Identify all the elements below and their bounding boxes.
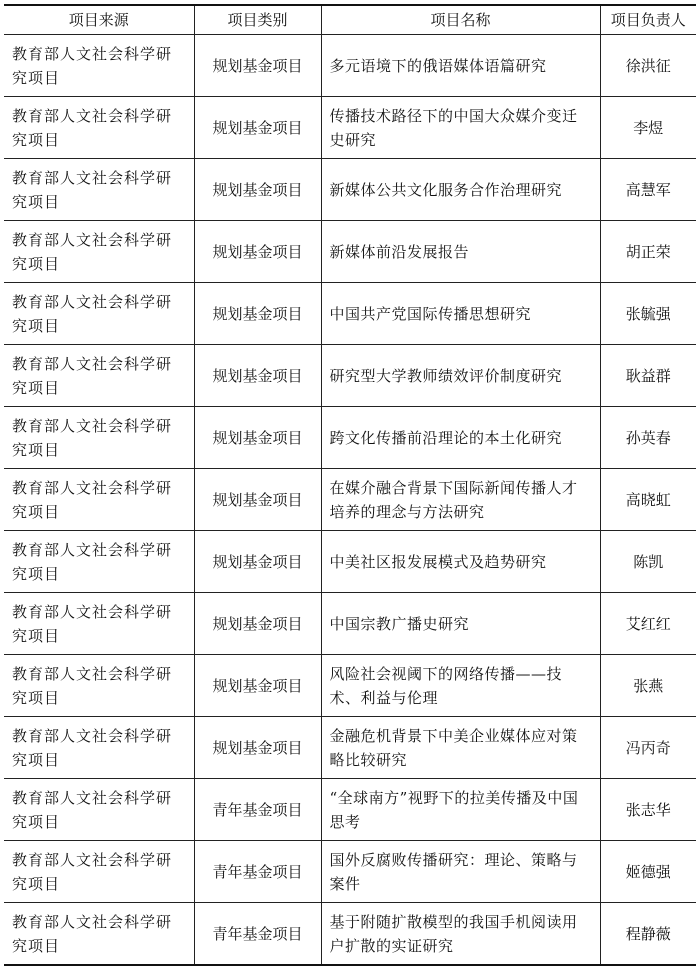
table-row [4, 903, 696, 966]
cell-project-leader: 冯丙奇 [600, 717, 696, 779]
cell-project-category: 规划基金项目 [194, 593, 321, 655]
project-table [4, 4, 696, 966]
cell-project-category: 规划基金项目 [194, 283, 321, 345]
table-row [4, 345, 696, 407]
table-row [4, 407, 696, 469]
cell-project-leader: 艾红红 [600, 593, 696, 655]
cell-project-category: 规划基金项目 [194, 717, 321, 779]
table-row [4, 593, 696, 655]
cell-project-leader: 胡正荣 [600, 221, 696, 283]
cell-project-category: 规划基金项目 [194, 655, 321, 717]
table-row [4, 717, 696, 779]
header-category: 项目类别 [194, 5, 321, 35]
table-row [4, 841, 696, 903]
cell-project-leader: 徐洪征 [600, 35, 696, 97]
cell-project-leader: 陈凯 [600, 531, 696, 593]
cell-project-leader: 高慧军 [600, 159, 696, 221]
table-row [4, 35, 696, 97]
cell-project-source: 教育部人文社会科学研究项目 [4, 841, 194, 903]
cell-project-leader: 李煜 [600, 97, 696, 159]
cell-project-source: 教育部人文社会科学研究项目 [4, 779, 194, 841]
header-leader: 项目负责人 [600, 5, 696, 35]
cell-project-source: 教育部人文社会科学研究项目 [4, 159, 194, 221]
cell-project-source: 教育部人文社会科学研究项目 [4, 655, 194, 717]
cell-project-leader: 姬德强 [600, 841, 696, 903]
cell-project-source: 教育部人文社会科学研究项目 [4, 283, 194, 345]
cell-project-name: 中美社区报发展模式及趋势研究 [321, 531, 600, 593]
table-row [4, 283, 696, 345]
cell-project-name: 新媒体前沿发展报告 [321, 221, 600, 283]
cell-project-category: 规划基金项目 [194, 221, 321, 283]
table-row [4, 159, 696, 221]
cell-project-source: 教育部人文社会科学研究项目 [4, 407, 194, 469]
cell-project-leader: 程静薇 [600, 903, 696, 966]
cell-project-name: “全球南方”视野下的拉美传播及中国思考 [321, 779, 600, 841]
cell-project-name: 跨文化传播前沿理论的本土化研究 [321, 407, 600, 469]
cell-project-source: 教育部人文社会科学研究项目 [4, 717, 194, 779]
cell-project-category: 规划基金项目 [194, 469, 321, 531]
cell-project-leader: 张燕 [600, 655, 696, 717]
cell-project-source: 教育部人文社会科学研究项目 [4, 531, 194, 593]
cell-project-category: 规划基金项目 [194, 531, 321, 593]
cell-project-name: 中国宗教广播史研究 [321, 593, 600, 655]
cell-project-category: 青年基金项目 [194, 841, 321, 903]
cell-project-source: 教育部人文社会科学研究项目 [4, 221, 194, 283]
table-row [4, 97, 696, 159]
header-name: 项目名称 [321, 5, 600, 35]
cell-project-category: 规划基金项目 [194, 345, 321, 407]
cell-project-leader: 耿益群 [600, 345, 696, 407]
cell-project-name: 多元语境下的俄语媒体语篇研究 [321, 35, 600, 97]
cell-project-source: 教育部人文社会科学研究项目 [4, 903, 194, 966]
cell-project-source: 教育部人文社会科学研究项目 [4, 35, 194, 97]
header-source: 项目来源 [4, 5, 194, 35]
cell-project-source: 教育部人文社会科学研究项目 [4, 97, 194, 159]
table-row [4, 531, 696, 593]
table-row [4, 655, 696, 717]
cell-project-name: 基于附随扩散模型的我国手机阅读用户扩散的实证研究 [321, 903, 600, 966]
cell-project-category: 规划基金项目 [194, 407, 321, 469]
cell-project-name: 风险社会视阈下的网络传播——技术、利益与伦理 [321, 655, 600, 717]
cell-project-name: 金融危机背景下中美企业媒体应对策略比较研究 [321, 717, 600, 779]
cell-project-category: 规划基金项目 [194, 35, 321, 97]
cell-project-category: 青年基金项目 [194, 779, 321, 841]
cell-project-name: 国外反腐败传播研究：理论、策略与案件 [321, 841, 600, 903]
table-row [4, 779, 696, 841]
table-row [4, 221, 696, 283]
cell-project-source: 教育部人文社会科学研究项目 [4, 345, 194, 407]
cell-project-leader: 高晓虹 [600, 469, 696, 531]
cell-project-name: 新媒体公共文化服务合作治理研究 [321, 159, 600, 221]
cell-project-name: 研究型大学教师绩效评价制度研究 [321, 345, 600, 407]
cell-project-leader: 孙英春 [600, 407, 696, 469]
cell-project-category: 规划基金项目 [194, 97, 321, 159]
cell-project-leader: 张毓强 [600, 283, 696, 345]
cell-project-name: 传播技术路径下的中国大众媒介变迁史研究 [321, 97, 600, 159]
cell-project-name: 中国共产党国际传播思想研究 [321, 283, 600, 345]
header-row [4, 5, 696, 35]
cell-project-leader: 张志华 [600, 779, 696, 841]
table-row [4, 469, 696, 531]
cell-project-category: 青年基金项目 [194, 903, 321, 966]
cell-project-source: 教育部人文社会科学研究项目 [4, 593, 194, 655]
cell-project-source: 教育部人文社会科学研究项目 [4, 469, 194, 531]
table-body [4, 35, 696, 966]
cell-project-name: 在媒介融合背景下国际新闻传播人才培养的理念与方法研究 [321, 469, 600, 531]
cell-project-category: 规划基金项目 [194, 159, 321, 221]
